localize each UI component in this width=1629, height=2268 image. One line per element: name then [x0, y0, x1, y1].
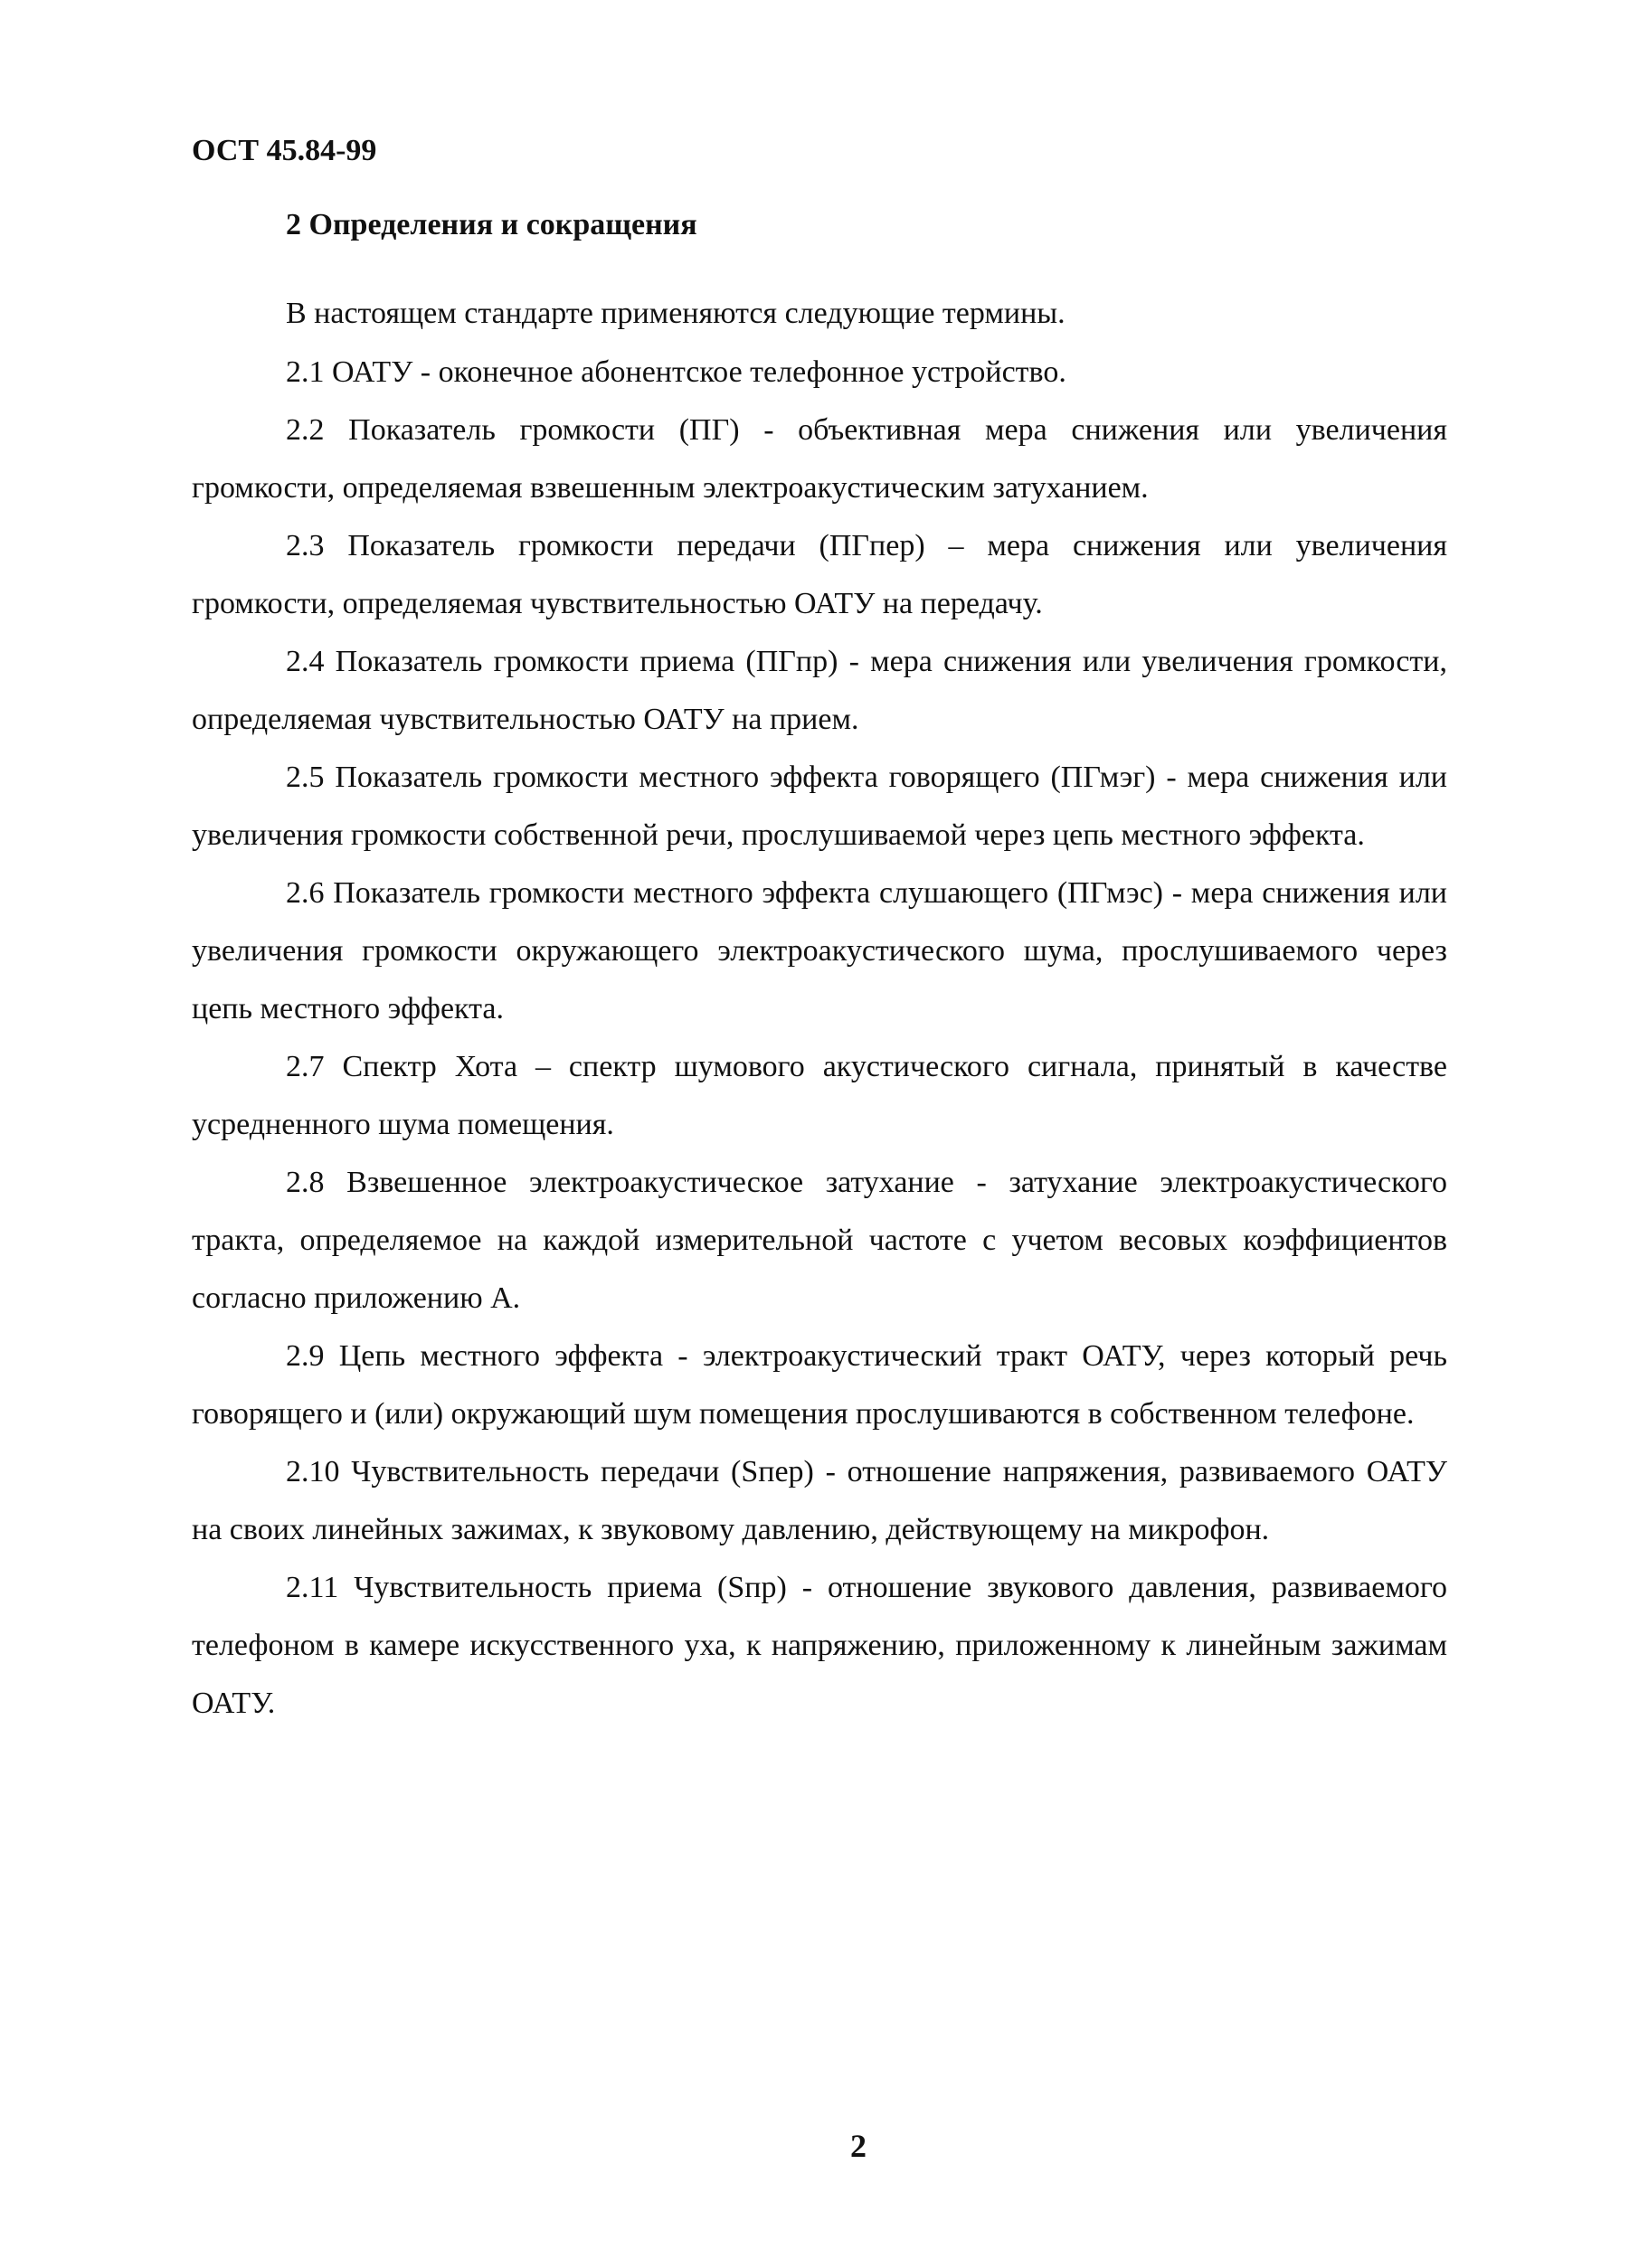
definition-2-1: 2.1 ОАТУ - оконечное абонентское телефонное устройство.: [286, 355, 1066, 389]
section-intro: [192, 285, 1447, 343]
definition-2-5: 2.5 Показатель громкости местного эффекта говорящего (ПГмэг) - мера снижения или увеличения громкости собственной речи, прослушиваемой через цепь местного эффекта.: [192, 761, 1447, 852]
definition-2-10: 2.10 Чувствительность передачи (Sпер) - отношение напряжения, развиваемого ОАТУ на своих линейных зажимах, к звуковому давлению, действующему на микрофон.: [192, 1455, 1447, 1546]
definition-2-11: 2.11 Чувствительность приема (Sпр) - отношение звукового давления, развиваемого телефоном в камере искусственного уха, к напряжению, приложенному к линейным зажимам ОАТУ.: [192, 1571, 1447, 1720]
definition-2-7: 2.7 Спектр Хота – спектр шумового акустического сигнала, принятый в качестве усредненного шума помещения.: [192, 1050, 1447, 1141]
page-number: 2: [850, 2128, 867, 2164]
section-title: 2 Определения и сокращения: [286, 208, 697, 241]
definitions-list: [192, 344, 1447, 1733]
definition-2-3: 2.3 Показатель громкости передачи (ПГпер) – мера снижения или увеличения громкости, определяемая чувствительностью ОАТУ на передачу.: [192, 529, 1447, 620]
definition-2-2: 2.2 Показатель громкости (ПГ) - объективная мера снижения или увеличения громкости, определяемая взвешенным электроакустическим затуханием.: [192, 413, 1447, 505]
intro-paragraph: В настоящем стандарте применяются следующие термины.: [286, 297, 1065, 330]
definition-2-9: 2.9 Цепь местного эффекта - электроакустический тракт ОАТУ, через который речь говорящего и (или) окружающий шум помещения прослушиваются в собственном телефоне.: [192, 1339, 1447, 1431]
definition-2-8: 2.8 Взвешенное электроакустическое затухание - затухание электроакустического тракта, определяемое на каждой измерительной частоте с учетом весовых коэффициентов согласно приложению А.: [192, 1166, 1447, 1315]
definition-2-4: 2.4 Показатель громкости приема (ПГпр) - мера снижения или увеличения громкости, определяемая чувствительностью ОАТУ на прием.: [192, 645, 1447, 736]
document-code-header: ОСТ 45.84-99: [192, 134, 377, 167]
definition-2-6: 2.6 Показатель громкости местного эффекта слушающего (ПГмэс) - мера снижения или увеличения громкости окружающего электроакустического шума, прослушиваемого через цепь местного эффекта.: [192, 876, 1447, 1025]
